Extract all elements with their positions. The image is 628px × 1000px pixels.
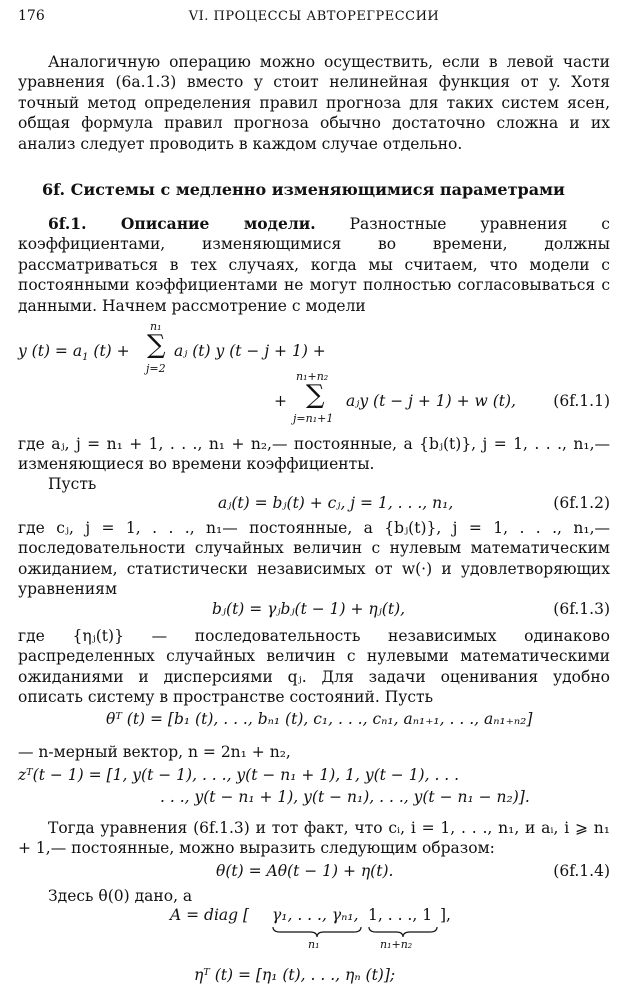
n-vector-text: — n-мерный вектор, n = 2n₁ + n₂, [18,743,291,761]
let-text-1: Пусть [48,475,97,493]
subsection-text: Разностные уравнения с коэффициентами, изменяющимися во времени, должны рассматриваться в тех случаях, когда мы считаем, что модели с постоянными коэффициентами не могут полностью согласовываться с данными. Начнем рассмотрение с модели [18,215,610,315]
eq1-sum1-upper-limit: n₁ [150,320,162,333]
page-header [18,8,610,28]
eq1-mid-text: (t) + [88,342,130,360]
subsection-paragraph [18,214,610,316]
underbrace-1 [272,926,362,938]
A-group2: 1, . . ., 1 [368,906,433,924]
eq1-line1-rhs: aⱼ (t) y (t − j + 1) + [174,342,326,360]
section-heading: 6f. Системы с медленно изменяющимися параметрами [42,180,565,199]
eq1-line1-lhs [18,342,130,363]
A-close: ], [440,906,451,924]
theta-definition: θᵀ (t) = [b₁ (t), . . ., bₙ₁ (t), c₁, . . ., cₙ₁, aₙ₁₊₁, . . ., aₙ₁₊ₙ₂] [106,710,533,728]
eta-definition: ηᵀ (t) = [η₁ (t), . . ., ηₙ (t)]; [194,966,396,984]
here-text: Здесь θ(0) дано, а [48,887,193,905]
eq1-sum2-lower-limit: j=n₁+1 [293,412,334,425]
eq4-number: (6f.1.4) [553,862,610,880]
running-title: VI. ПРОЦЕССЫ АВТОРЕГРЕССИИ [188,9,440,24]
z-definition-line1: zᵀ(t − 1) = [1, y(t − 1), . . ., y(t − n₁ + 1), 1, y(t − 1), . . . [18,766,460,784]
text-after-eq2: где cⱼ, j = 1, . . ., n₁— постоянные, а {bⱼ(t)}, j = 1, . . ., n₁,— последовательности случайных величин с нулевым математическим ожиданием, статистически независимых от w(·) и удовлетворяющих уравнениям [18,519,610,599]
A-group1: γ₁, . . ., γₙ₁, [272,906,359,924]
text-after-eq3: где {ηⱼ(t)} — последовательность независимых одинаково распределенных случайных величин с нулевыми математическими ожиданиями и дисперсиями qⱼ. Для задачи оценивания удобно описать систему в пространстве состояний. Пусть [18,627,610,707]
eq1-lhs-text: y (t) = a [18,342,83,360]
eq1-sum2-upper-limit: n₁+n₂ [296,370,329,383]
text-then: Тогда уравнения (6f.1.3) и тот факт, что cᵢ, i = 1, . . ., n₁, и aᵢ, i ⩾ n₁ + 1,— постоянные, можно выразить следующим образом: [18,819,610,858]
subsection-label: 6f.1. Описание модели. [48,214,316,233]
z-definition-line2: . . ., y(t − n₁ + 1), y(t − n₁), . . ., y(t − n₁ − n₂)]. [160,788,530,806]
eq3-number: (6f.1.3) [553,600,610,618]
sum-symbol-2: ∑ [306,380,325,410]
eq3-body: bⱼ(t) = γⱼbⱼ(t − 1) + ηⱼ(t), [212,600,406,618]
sum-symbol-1: ∑ [147,330,166,360]
eq1-line2-plus: + [274,392,287,410]
underbrace-2-label: n₁+n₂ [380,938,413,951]
eq2-number: (6f.1.2) [553,494,610,512]
eq1-sum1-lower-limit: j=2 [146,362,166,375]
paragraph-intro: Аналогичную операцию можно осуществить, если в левой части уравнения (6а.1.3) вместо y стоит нелинейная функция от y. Хотя точный метод определения правил прогноза для таких систем ясен, общая формула правил прогноза обычно достаточно сложна и их анализ следует проводить в каждом случае отдельно. [18,53,610,153]
page-number: 176 [18,8,45,24]
text-after-eq1: где aⱼ, j = n₁ + 1, . . ., n₁ + n₂,— постоянные, а {bⱼ(t)}, j = 1, . . ., n₁,— изменяющиеся во времени коэффициенты. [18,435,610,474]
underbrace-1-label: n₁ [308,938,320,951]
underbrace-2 [368,926,438,938]
eq4-body: θ(t) = Aθ(t − 1) + η(t). [216,862,394,880]
eq1-a-subscript: 1 [82,352,89,364]
A-lhs: A = diag [ [170,906,250,924]
eq1-line2-rhs: aⱼy (t − j + 1) + w (t), [346,392,516,410]
eq2-body: aⱼ(t) = bⱼ(t) + cⱼ, j = 1, . . ., n₁, [218,494,454,512]
eq1-number: (6f.1.1) [553,392,610,410]
